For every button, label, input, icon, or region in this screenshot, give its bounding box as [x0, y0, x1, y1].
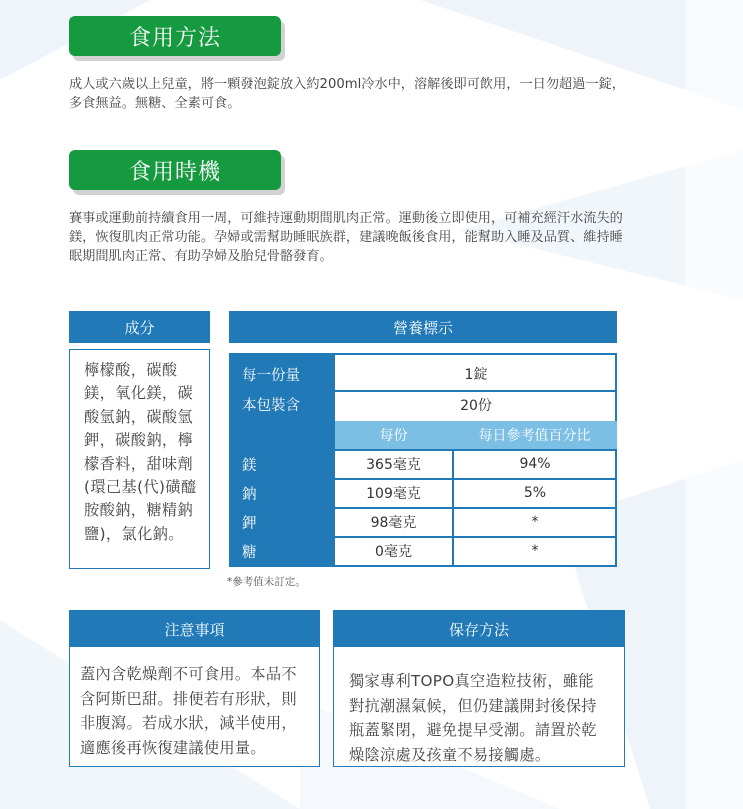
nutrition-subheader	[335, 421, 617, 449]
nutrient-name: 鉀	[242, 515, 257, 532]
storage-title: 保存方法	[334, 611, 624, 647]
serving-size-value: 1錠	[464, 367, 488, 383]
daily-value: *	[531, 543, 539, 559]
nutrition-table	[229, 353, 617, 567]
storage-text: 獨家專利TOPO真空造粒技術，雖能對抗潮濕氣候，但仍建議開封後保持瓶蓋緊閉，避免提早受潮。請置於乾燥陰涼處及孩童不易接觸處。	[349, 672, 597, 764]
nutrient-name: 鎂	[242, 457, 257, 474]
col-daily-value: 每日參考值百分比	[478, 428, 591, 444]
cautions-text: 蓋內含乾燥劑不可食用。本品不含阿斯巴甜。排便若有形狀，則非腹瀉。若成水狀，減半使用，適應後再恢復建議使用量。	[80, 665, 297, 757]
servings-per-pack-label: 本包裝含	[242, 397, 300, 414]
timing-title: 食用時機	[69, 150, 281, 190]
nutrient-name: 鈉	[242, 486, 257, 503]
daily-value: 94%	[519, 456, 551, 472]
serving-size-label: 每一份量	[242, 367, 300, 384]
cautions-title: 注意事項	[70, 611, 319, 647]
nutrient-name: 糖	[242, 544, 257, 561]
nutrition-title: 營養標示	[229, 311, 617, 343]
per-serving-value: 109毫克	[366, 486, 421, 502]
ingredients-text: 檸檬酸，碳酸鎂，氧化鎂，碳酸氫鈉，碳酸氫鉀，碳酸鈉，檸檬香料，甜味劑(環己基(代)磺醯胺酸鈉，糖精鈉鹽)，氯化鈉。	[69, 349, 210, 569]
timing-text: 賽事或運動前持續食用一周，可維持運動期間肌肉正常。運動後立即使用，可補充經汗水流失的鎂，恢復肌肉正常功能。孕婦或需幫助睡眠族群，建議晚飯後食用，能幫助入睡及品質、維持睡眠期間肌肉正常、有助孕婦及胎兒骨骼發育。	[69, 211, 623, 264]
per-serving-value: 365毫克	[366, 457, 421, 473]
col-per-serving: 每份	[379, 428, 408, 444]
nutrition-footnote: *參考值未訂定。	[227, 576, 306, 588]
ingredients-title: 成分	[69, 311, 210, 343]
usage-text: 成人或六歲以上兒童，將一顆發泡錠放入約200ml冷水中，溶解後即可飲用，一日勿超過一錠，多食無益。無糖、全素可食。	[69, 77, 625, 111]
storage-panel	[333, 610, 625, 767]
servings-per-pack-value: 20份	[460, 398, 492, 414]
daily-value: 5%	[523, 485, 547, 501]
per-serving-value: 98毫克	[370, 515, 417, 531]
cautions-panel	[69, 610, 320, 767]
usage-title: 食用方法	[69, 16, 281, 56]
per-serving-value: 0毫克	[375, 544, 412, 560]
daily-value: *	[531, 514, 539, 530]
